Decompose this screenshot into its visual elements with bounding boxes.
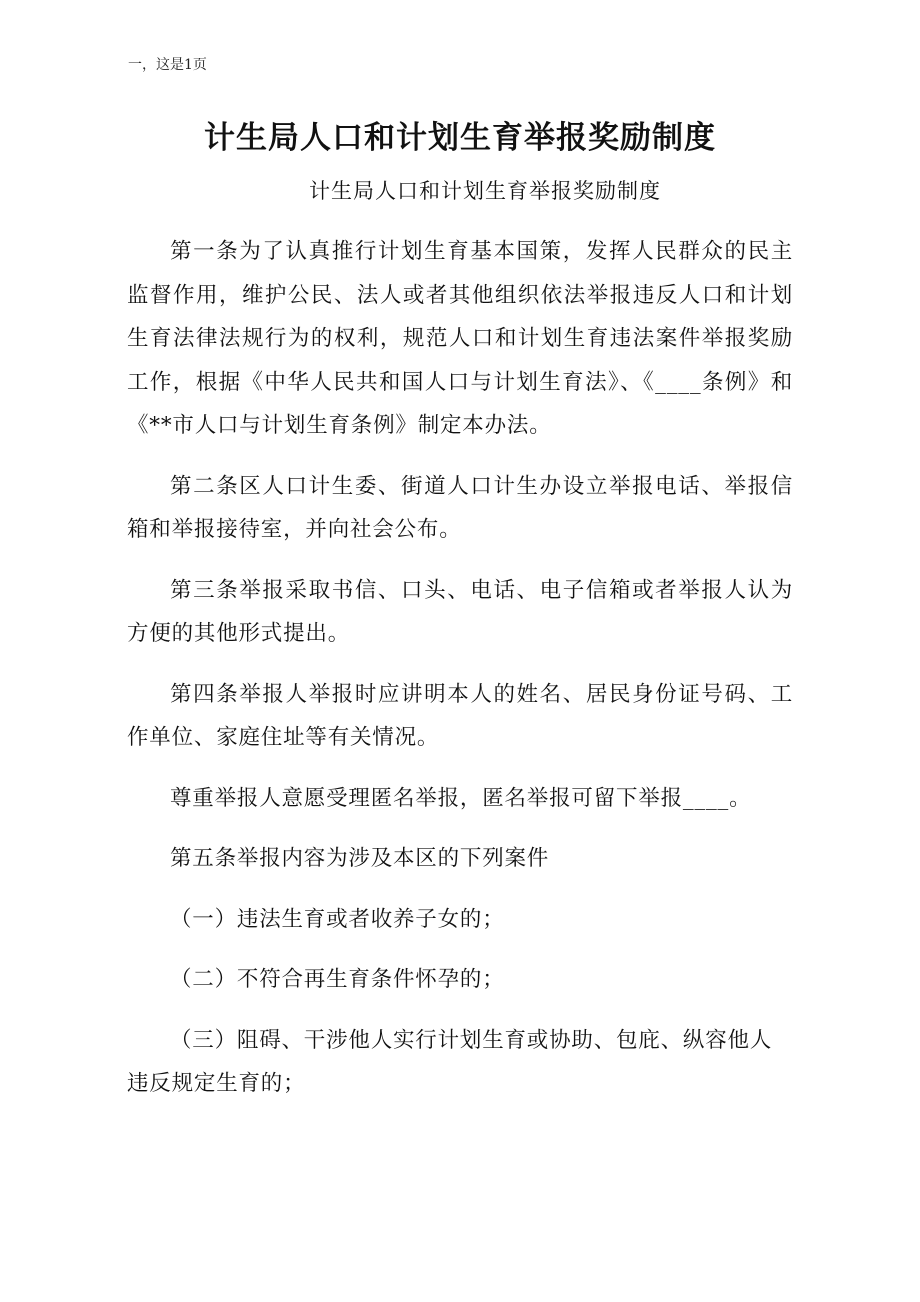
document-title: 计生局人口和计划生育举报奖励制度 (204, 120, 716, 156)
paragraph-article-3: 第三条举报采取书信、口头、电话、电子信箱或者举报人认为方便的其他形式提出。 (127, 577, 793, 646)
list-item: （三）阻碍、干涉他人实行计划生育或协助、包庇、纵容他人违反规定生育的； (127, 1027, 773, 1096)
document-body (127, 230, 793, 1106)
list-item: （一）违法生育或者收养子女的； (170, 906, 505, 932)
page-header-note: 一，这是1页 (128, 57, 207, 73)
paragraph-article-2: 第二条区人口计生委、街道人口计生办设立举报电话、举报信箱和举报接待室，并向社会公布。 (127, 473, 793, 542)
list-item: （二）不符合再生育条件怀孕的； (170, 967, 505, 992)
paragraph-article-4: 第四条举报人举报时应讲明本人的姓名、居民身份证号码、工作单位、家庭住址等有关情况。 (127, 681, 793, 750)
document-subtitle: 计生局人口和计划生育举报奖励制度 (309, 179, 661, 203)
paragraph-article-5: 第五条举报内容为涉及本区的下列案件 (170, 846, 550, 871)
paragraph-anonymous-report: 尊重举报人意愿受理匿名举报，匿名举报可留下举报____。 (170, 785, 752, 811)
paragraph-article-1: 第一条为了认真推行计划生育基本国策，发挥人民群众的民主监督作用，维护公民、法人或者其他组织依法举报违反人口和计划生育法律法规行为的权利，规范人口和计划生育违法案件举报奖励工作，根据《中华人民共和国人口与计划生育法》、《____条例》和《**市人口与计划生育条例》制定本办法。 (127, 239, 793, 438)
